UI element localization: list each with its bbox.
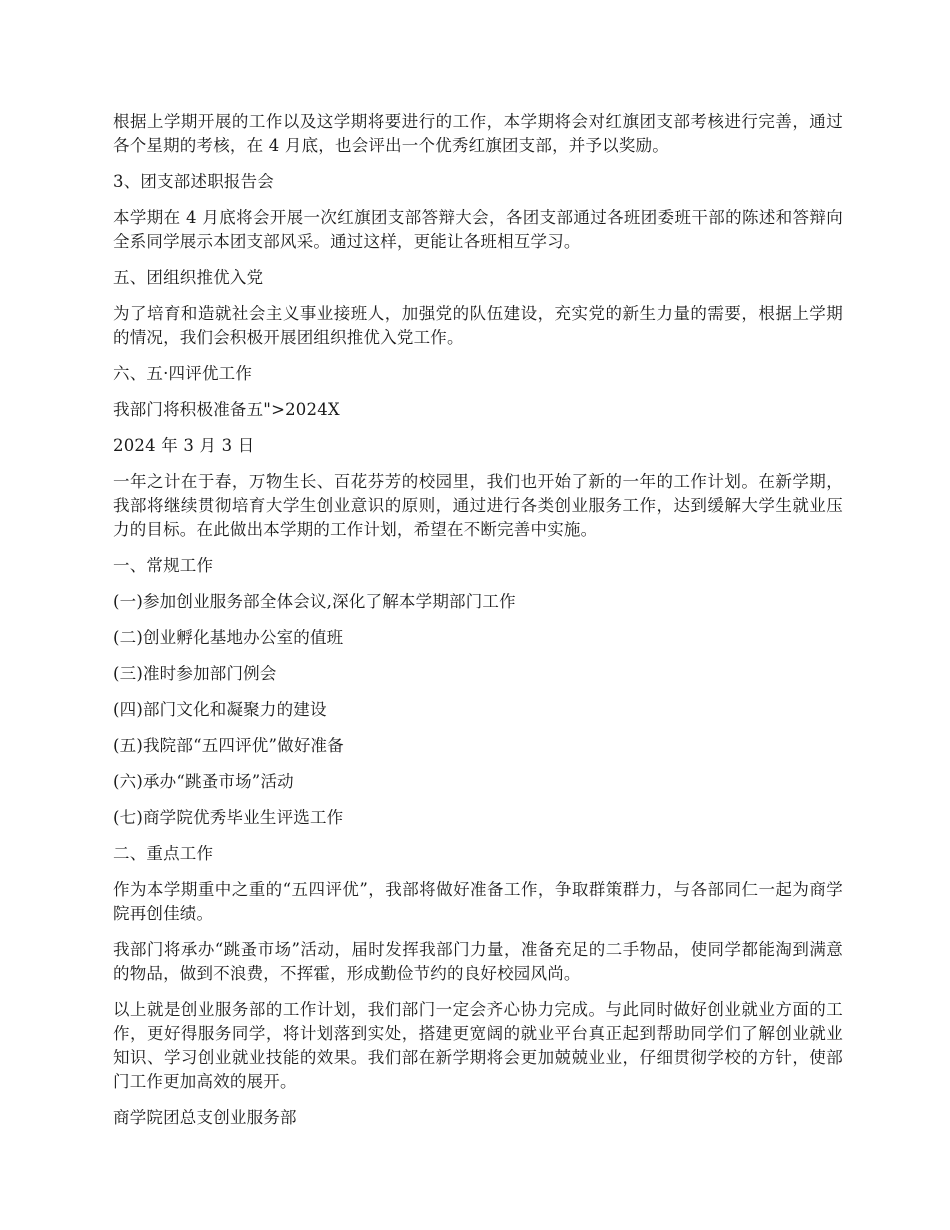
signature-department: 商学院团总支创业服务部 (113, 1108, 297, 1127)
paragraph-intro: 一年之计在于春，万物生长、百花芬芳的校园里，我们也开始了新的一年的工作计划。在新学期，我部将继续贯彻培育大学生创业意识的原则，通过进行各类创业服务工作，达到缓解大学生就业压力的目标。在此做出本学期的工作计划，希望在不断完善中实施。 (113, 472, 843, 539)
heading-report-meeting: 3、团支部述职报告会 (113, 172, 274, 191)
document-body (113, 110, 843, 1142)
list-item-3: (三)准时参加部门例会 (113, 664, 277, 683)
heading-may-fourth-evaluation: 六、五·四评优工作 (113, 364, 253, 383)
heading-key-work: 二、重点工作 (113, 844, 214, 863)
list-item-4: (四)部门文化和凝聚力的建设 (113, 700, 327, 719)
list-item-7: (七)商学院优秀毕业生评选工作 (113, 808, 344, 827)
paragraph-debate-meeting: 本学期在 4 月底将会开展一次红旗团支部答辩大会，各团支部通过各班团委班干部的陈述和答辩向全系同学展示本团支部风采。通过这样，更能让各班相互学习。 (113, 208, 843, 251)
list-item-5: (五)我院部“五四评优”做好准备 (113, 736, 344, 755)
list-item-1: (一)参加创业服务部全体会议,深化了解本学期部门工作 (113, 592, 516, 611)
date-line: 2024 年 3 月 3 日 (113, 436, 255, 455)
paragraph-flea-market: 我部门将承办“跳蚤市场”活动，届时发挥我部门力量，准备充足的二手物品，使同学都能淘到满意的物品，做到不浪费，不挥霍，形成勤俭节约的良好校园风尚。 (113, 940, 843, 983)
paragraph-red-flag-assessment: 根据上学期开展的工作以及这学期将要进行的工作，本学期将会对红旗团支部考核进行完善，通过各个星期的考核，在 4 月底，也会评出一个优秀红旗团支部，并予以奖励。 (113, 112, 843, 155)
list-item-6: (六)承办“跳蚤市场”活动 (113, 772, 294, 791)
list-item-2: (二)创业孵化基地办公室的值班 (113, 628, 344, 647)
paragraph-key-work-evaluation: 作为本学期重中之重的“五四评优”，我部将做好准备工作，争取群策群力，与各部同仁一起为商学院再创佳绩。 (113, 880, 843, 923)
paragraph-party-recommendation: 为了培育和造就社会主义事业接班人，加强党的队伍建设，充实党的新生力量的需要，根据上学期的情况，我们会积极开展团组织推优入党工作。 (113, 304, 843, 347)
heading-routine-work: 一、常规工作 (113, 556, 214, 575)
paragraph-conclusion: 以上就是创业服务部的工作计划，我们部门一定会齐心协力完成。与此同时做好创业就业方面的工作，更好得服务同学，将计划落到实处，搭建更宽阔的就业平台真正起到帮助同学们了解创业就业知识、学习创业就业技能的效果。我们部在新学期将会更加兢兢业业，仔细贯彻学校的方针，使部门工作更加高效的展开。 (113, 1000, 843, 1091)
paragraph-may-fourth-preparation: 我部门将积极准备五">2024X (113, 400, 340, 419)
heading-party-recommendation: 五、团组织推优入党 (113, 268, 264, 287)
